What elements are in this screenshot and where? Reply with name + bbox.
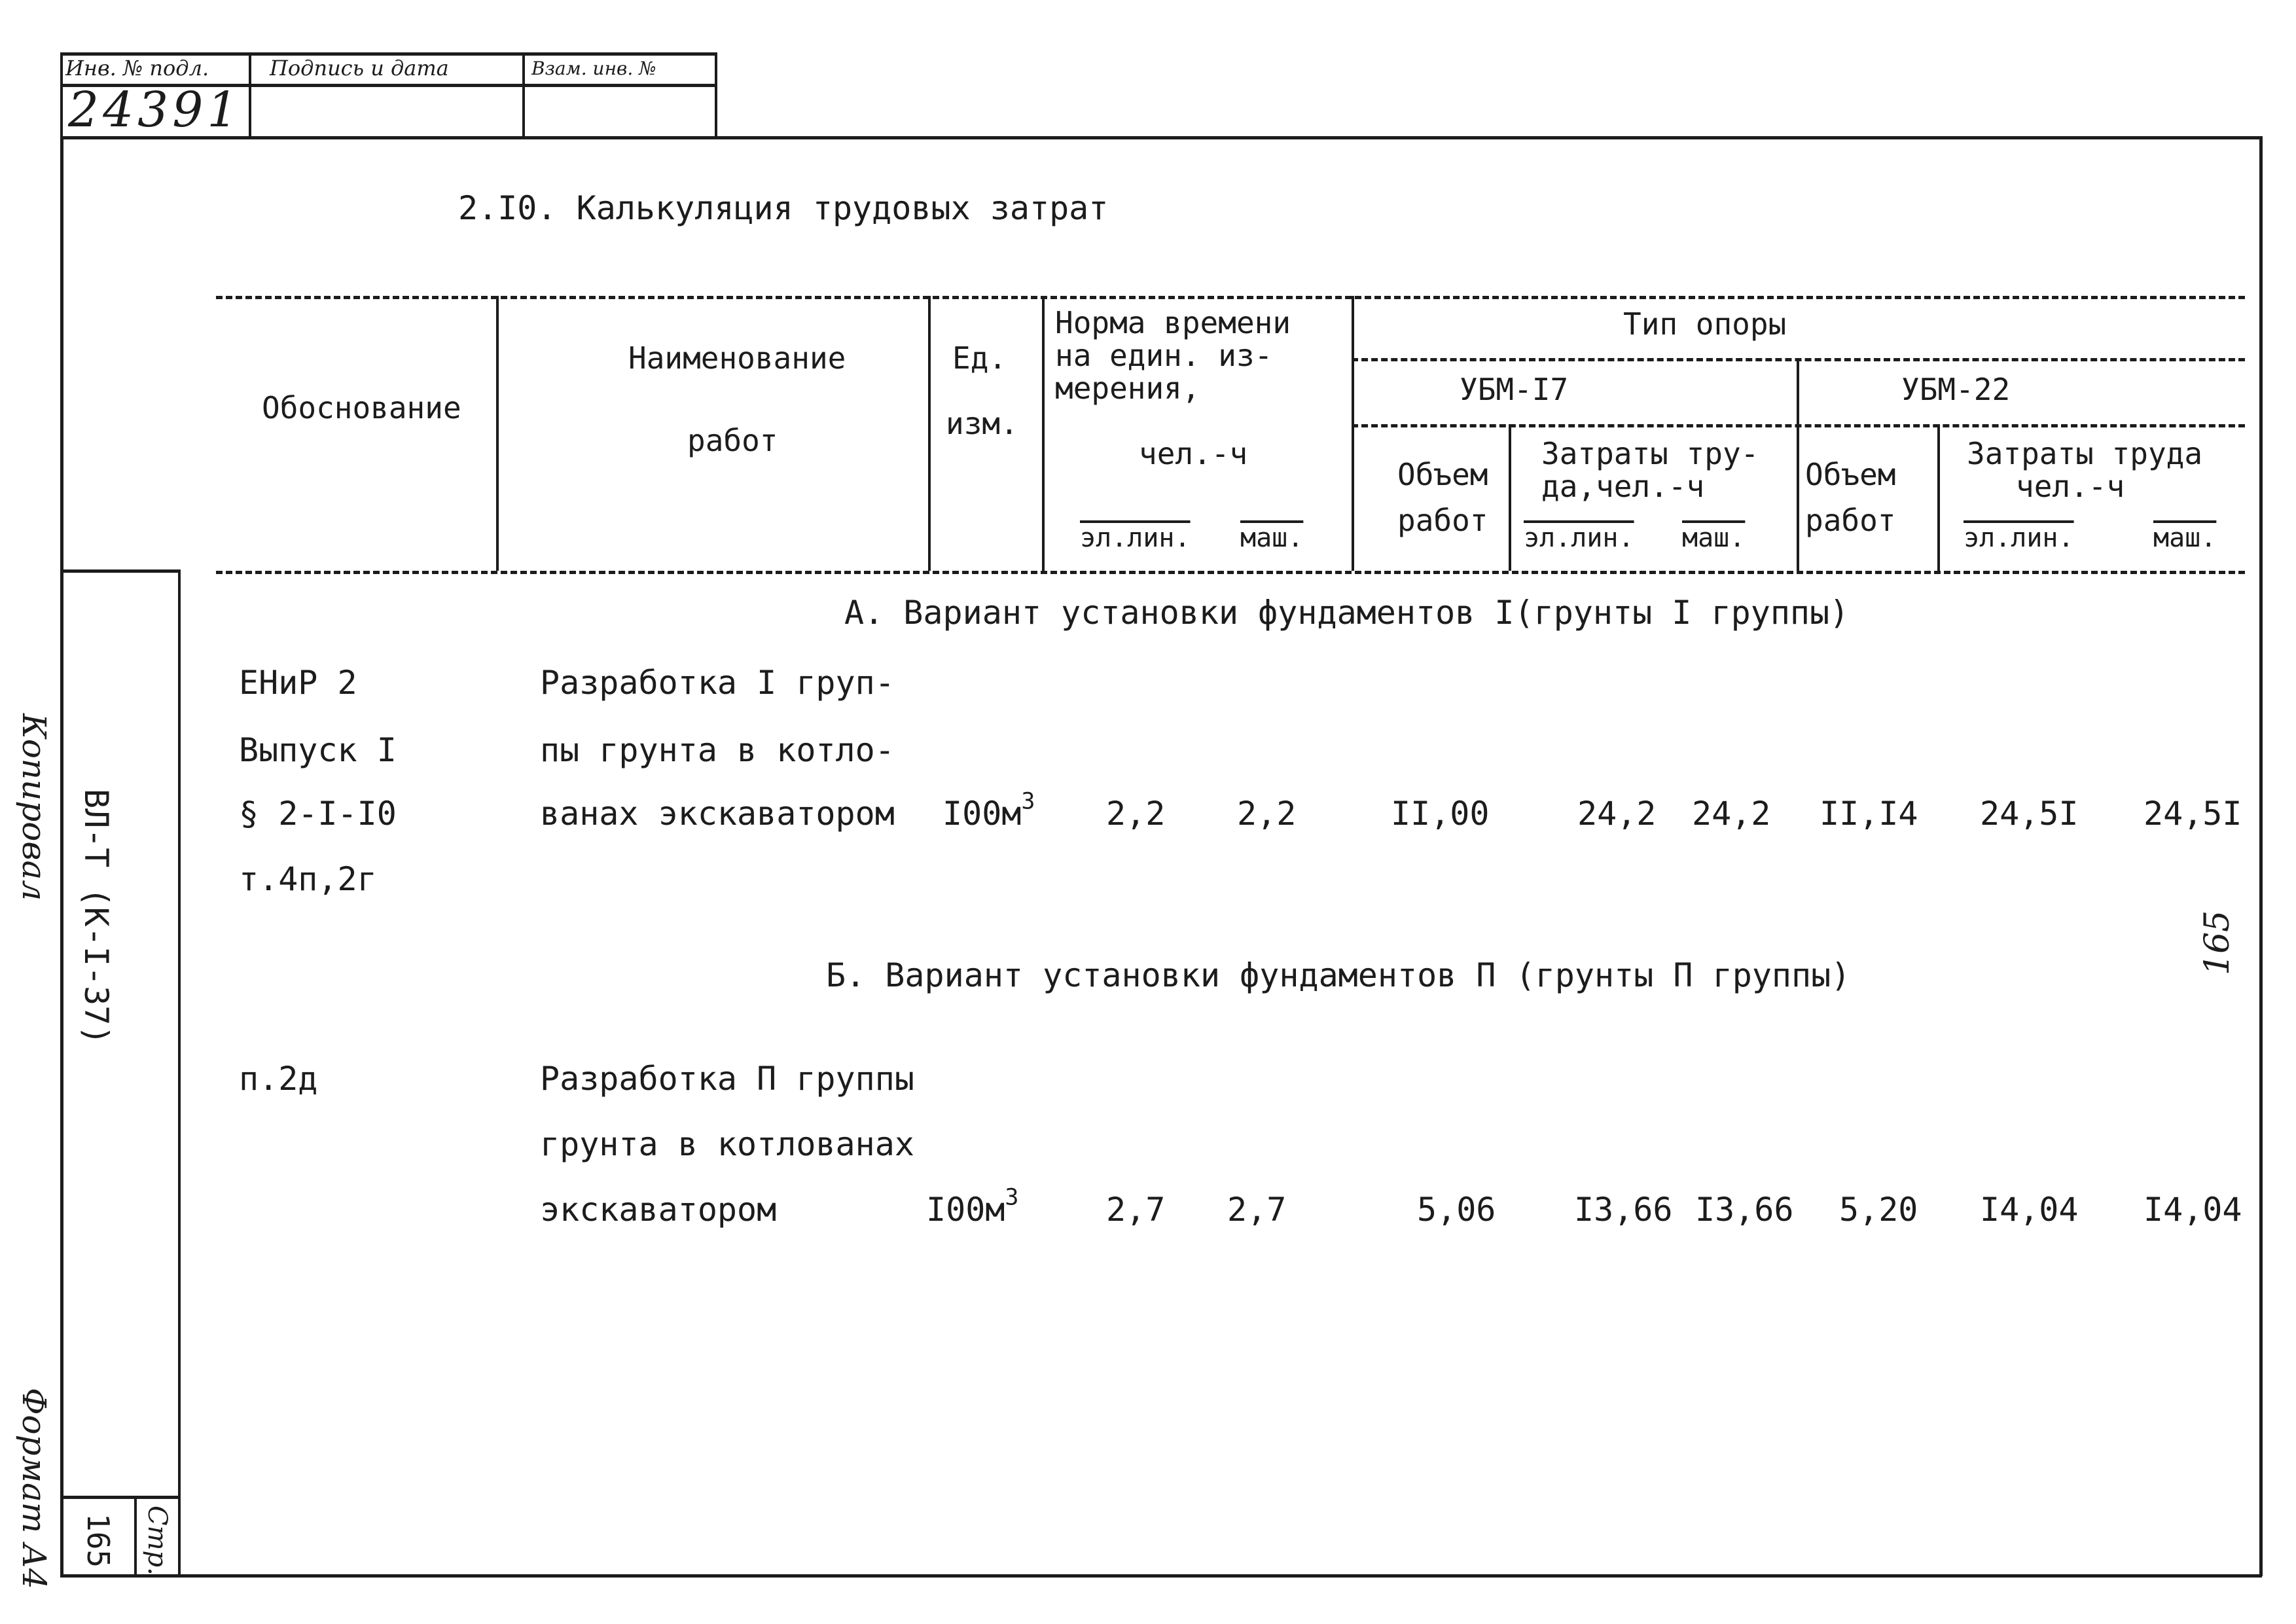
section-b-volume-17: 5,06 [1417, 1191, 1496, 1229]
header-labor-22: Затраты труда [1967, 436, 2203, 471]
section-b-labor17-el-lin: I3,66 [1574, 1191, 1673, 1229]
section-b-work-2: грунта в котлованах [540, 1125, 914, 1163]
section-b-basis-1: п.2д [239, 1060, 318, 1098]
section-a-norm-mash: 2,2 [1237, 795, 1297, 833]
header-labor17-mash: маш. [1682, 523, 1746, 553]
header-labor22-mash: маш. [2153, 523, 2217, 553]
section-a-work-1: Разработка I груп- [540, 664, 895, 702]
section-b-volume-22: 5,20 [1839, 1191, 1918, 1229]
section-a-labor22-el-lin: 24,5I [1980, 795, 2079, 833]
section-a-basis-3: § 2-I-I0 [239, 795, 397, 833]
header-volume-17-2: работ [1397, 503, 1488, 538]
header-ubm17: УБМ-I7 [1460, 372, 1569, 407]
section-a-basis-4: т.4п,2г [239, 860, 377, 898]
header-support-type: Тип опоры [1623, 306, 1787, 342]
inventory-number: 24391 [68, 82, 242, 138]
section-b-work-3: экскаватором [540, 1191, 777, 1229]
section-a-work-3: ванах экскаватором [540, 795, 895, 833]
series-code: ВЛ-Т (К-I-37) [77, 789, 115, 1045]
header-labor22-el-lin: эл.лин. [1964, 523, 2074, 553]
header-norm-3: мерения, [1055, 370, 1200, 406]
section-b-unit: $I00м^3$ [926, 1184, 1019, 1229]
header-ubm22: УБМ-22 [1901, 372, 2011, 407]
header-norm-1: Норма времени [1055, 305, 1291, 340]
section-b-labor22-mash: I4,04 [2144, 1191, 2242, 1229]
header-labor-17-2: да,чел.-ч [1541, 469, 1705, 504]
header-norm-2: на един. из- [1055, 338, 1273, 373]
page-number: 165 [81, 1513, 116, 1568]
header-work-name-2: работ [687, 423, 778, 458]
section-b-title: Б. Вариант установки фундаментов П (грунты П группы) [826, 956, 1851, 994]
page-label: Стр. [142, 1506, 172, 1576]
section-b-labor22-el-lin: I4,04 [1980, 1191, 2079, 1229]
header-volume-17: Объем [1397, 457, 1488, 492]
section-b-work-1: Разработка П группы [540, 1060, 914, 1098]
header-norm-mash: маш. [1240, 523, 1304, 553]
header-labor-17: Затраты тру- [1541, 436, 1759, 471]
section-a-basis-2: Выпуск I [239, 731, 397, 769]
page-title: 2.I0. Калькуляция трудовых затрат [458, 189, 1109, 227]
header-volume-22-2: работ [1805, 503, 1896, 538]
header-volume-22: Объем [1805, 457, 1896, 492]
section-a-volume-22: II,I4 [1820, 795, 1918, 833]
header-unit-2: изм. [946, 406, 1018, 441]
header-basis: Обоснование [262, 390, 461, 425]
stamp-header-signature: Подпись и дата [270, 56, 449, 81]
header-labor17-el-lin: эл.лин. [1524, 523, 1634, 553]
copied-by-label: Копировал [15, 713, 53, 901]
section-b-norm-el-lin: 2,7 [1106, 1191, 1166, 1229]
header-unit: Ед. [952, 340, 1007, 376]
section-b-norm-mash: 2,7 [1227, 1191, 1287, 1229]
header-norm-4: чел.-ч [1139, 436, 1248, 471]
section-a-norm-el-lin: 2,2 [1106, 795, 1166, 833]
format-label: Формат А4 [15, 1388, 53, 1589]
section-a-volume-17: II,00 [1391, 795, 1490, 833]
header-labor-22-2: чел.-ч [2016, 469, 2125, 504]
section-a-labor22-mash: 24,5I [2144, 795, 2242, 833]
header-norm-el-lin: эл.лин. [1080, 523, 1191, 553]
section-b-labor17-mash: I3,66 [1695, 1191, 1794, 1229]
stamp-header-inv: Инв. № подл. [65, 56, 209, 81]
section-a-labor17-mash: 24,2 [1692, 795, 1771, 833]
section-a-title: А. Вариант установки фундаментов I(грунты I группы) [844, 594, 1850, 632]
handwritten-page-mark: 165 [2198, 910, 2237, 975]
section-a-labor17-el-lin: 24,2 [1577, 795, 1657, 833]
section-a-basis-1: ЕНиР 2 [239, 664, 357, 702]
stamp-header-replace: Взам. инв. № [531, 58, 656, 79]
section-a-work-2: пы грунта в котло- [540, 731, 895, 769]
header-work-name: Наименование [628, 340, 846, 376]
section-a-unit: $I00м^3$ [942, 788, 1035, 833]
